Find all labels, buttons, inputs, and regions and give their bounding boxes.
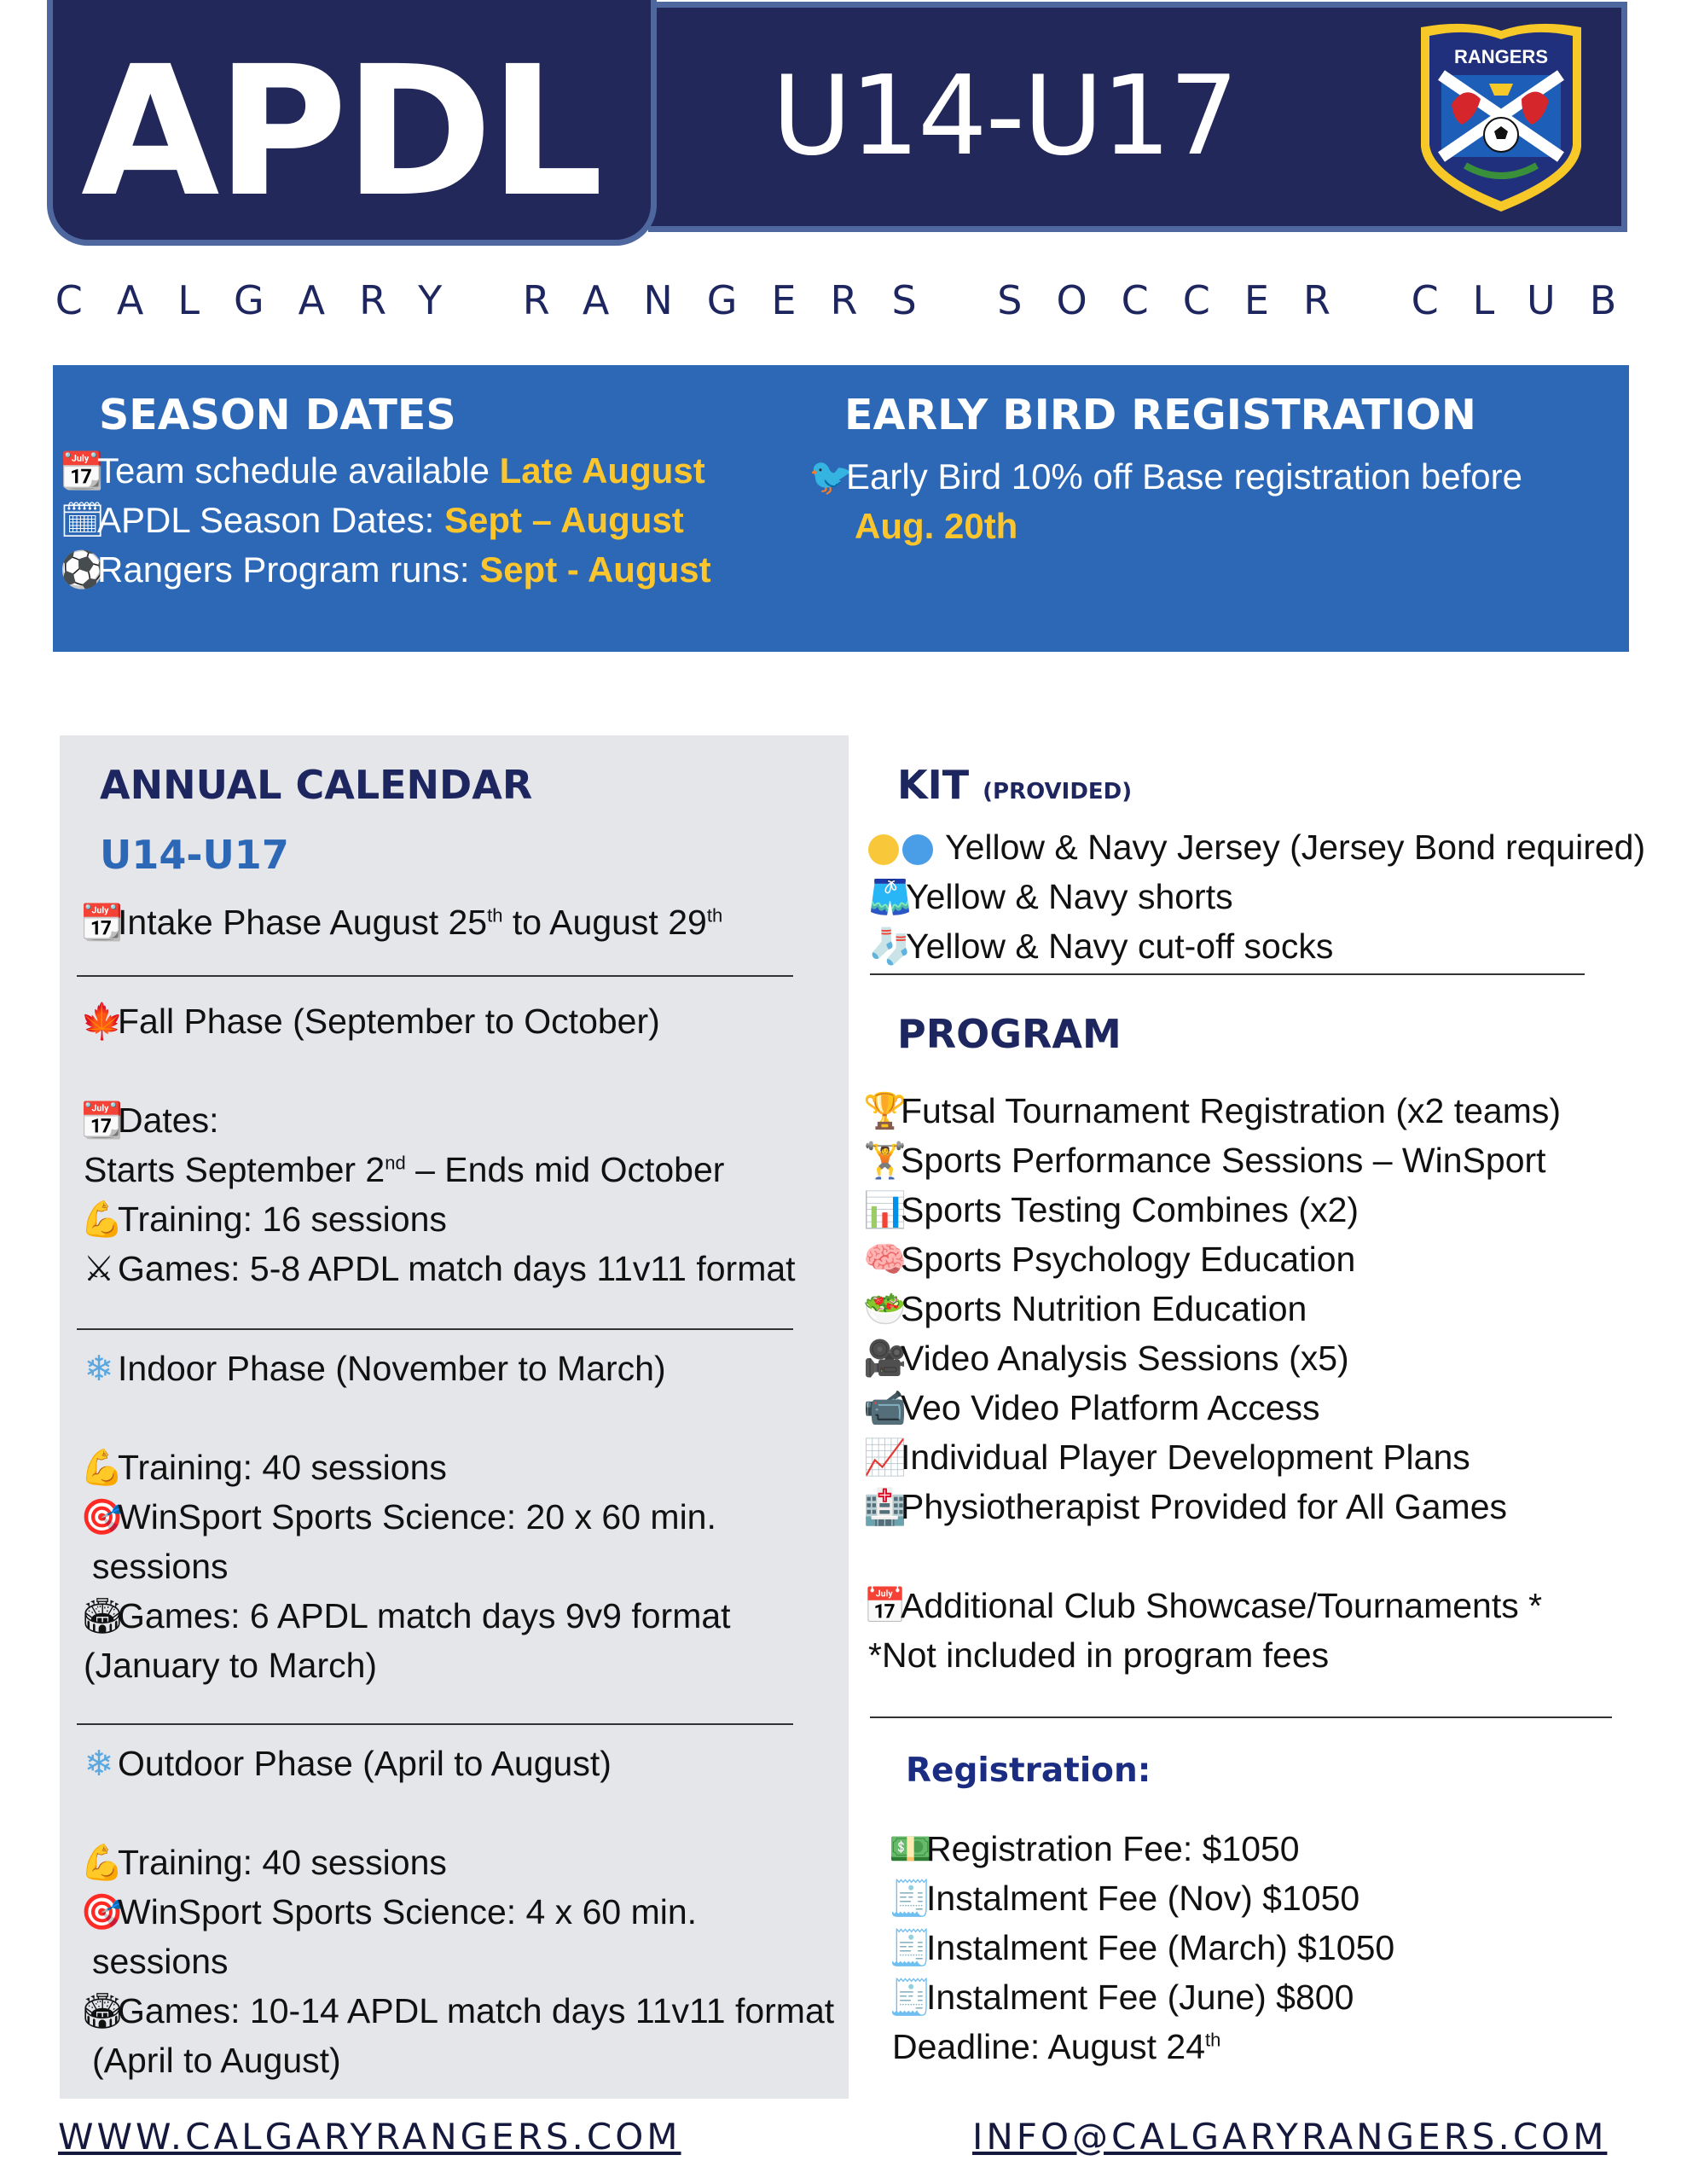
season-line: 🗓APDL Season Dates: Sept – August	[60, 496, 684, 545]
registration-heading: Registration:	[906, 1751, 1151, 1790]
flexed-biceps-icon: 💪	[80, 1447, 125, 1488]
receipt-icon: 🧾	[889, 1927, 933, 1968]
maple-leaf-icon: 🍁	[80, 1001, 125, 1042]
fall-dates-label: 📆Dates:	[80, 1095, 219, 1145]
outdoor-science-cont: sessions	[92, 1942, 229, 1981]
kit-heading: KIT (PROVIDED)	[897, 762, 1133, 808]
program-item: 🏋Sports Performance Sessions – WinSport	[863, 1136, 1546, 1185]
age-group-title: U14-U17	[772, 53, 1238, 180]
registration-deadline: Deadline: August 24th	[892, 2027, 1221, 2066]
kit-subheading: (PROVIDED)	[983, 779, 1133, 804]
website-link[interactable]: WWW.CALGARYRANGERS.COM	[58, 2116, 681, 2158]
intake-phase-line: 📆Intake Phase August 25th to August 29th	[80, 897, 722, 947]
divider	[77, 975, 793, 977]
yellow-navy-circles-icon	[868, 822, 945, 872]
annual-calendar-heading: ANNUAL CALENDAR	[100, 762, 533, 808]
movie-camera-icon: 🎥	[863, 1338, 907, 1379]
flexed-biceps-icon: 💪	[80, 1199, 125, 1240]
calendar-age-heading: U14-U17	[100, 832, 289, 878]
kit-item: 🩳Yellow & Navy shorts	[868, 872, 1233, 921]
indoor-phase-title: ❄ Indoor Phase (November to March)	[80, 1344, 666, 1393]
program-note: *Not included in program fees	[868, 1635, 1330, 1675]
indoor-training: 💪Training: 40 sessions	[80, 1443, 447, 1492]
snowflake-icon: ❄	[84, 1743, 114, 1784]
bird-icon: 🐦	[809, 456, 854, 497]
divider	[77, 1723, 793, 1725]
socks-icon: 🧦	[868, 926, 913, 967]
fee-item: 🧾Instalment Fee (March) $1050	[889, 1923, 1394, 1972]
kit-item: 🧦Yellow & Navy cut-off socks	[868, 921, 1333, 971]
trophy-icon: 🏆	[863, 1090, 907, 1131]
rangers-crest-logo	[1416, 19, 1586, 213]
program-item: 📹Veo Video Platform Access	[863, 1383, 1320, 1432]
outdoor-games: 🏟Games: 10-14 APDL match days 11v11 format	[80, 1986, 834, 2036]
stadium-icon: 🏟	[80, 1595, 125, 1636]
outdoor-games-cont: (April to August)	[92, 2041, 341, 2080]
calendar-icon: 📅	[863, 1585, 907, 1626]
league-title: APDL	[81, 27, 600, 236]
receipt-icon: 🧾	[889, 1977, 933, 2018]
program-item: 🏆Futsal Tournament Registration (x2 teams)	[863, 1086, 1561, 1136]
outdoor-training: 💪Training: 40 sessions	[80, 1838, 447, 1887]
crossed-swords-icon: ⚔	[83, 1248, 115, 1289]
program-item: 🥗Sports Nutrition Education	[863, 1284, 1307, 1333]
outdoor-science: 🎯WinSport Sports Science: 4 x 60 min.	[80, 1887, 697, 1937]
fee-item: 🧾Instalment Fee (Nov) $1050	[889, 1873, 1359, 1923]
hospital-icon: 🏥	[863, 1486, 907, 1527]
indoor-games: 🏟Games: 6 APDL match days 9v9 format	[80, 1591, 731, 1641]
program-additional: 📅Additional Club Showcase/Tournaments *	[863, 1581, 1542, 1630]
indoor-games-cont: (January to March)	[84, 1646, 378, 1685]
money-icon: 💵	[889, 1828, 933, 1869]
soccer-ball-icon: ⚽	[60, 549, 105, 590]
fall-dates-text: Starts September 2nd – Ends mid October	[84, 1150, 725, 1189]
program-heading: PROGRAM	[897, 1011, 1122, 1057]
stadium-icon: 🏟	[80, 1990, 125, 2031]
early-bird-heading: EARLY BIRD REGISTRATION	[844, 391, 1476, 439]
divider	[870, 1716, 1612, 1718]
divider	[870, 973, 1585, 975]
program-item: 🧠Sports Psychology Education	[863, 1234, 1355, 1284]
flexed-biceps-icon: 💪	[80, 1842, 125, 1883]
club-name: CALGARY RANGERS SOCCER CLUB	[55, 277, 1651, 323]
shorts-icon: 🩳	[868, 876, 913, 917]
fall-games: ⚔Games: 5-8 APDL match days 11v11 format	[80, 1244, 796, 1293]
season-line: 📆Team schedule available Late August	[60, 446, 705, 496]
kit-item: Yellow & Navy Jersey (Jersey Bond required)	[868, 822, 1645, 872]
target-icon: 🎯	[80, 1891, 125, 1932]
indoor-science: 🎯WinSport Sports Science: 20 x 60 min.	[80, 1492, 716, 1542]
brain-icon: 🧠	[863, 1239, 907, 1280]
fee-item: 💵Registration Fee: $1050	[889, 1824, 1300, 1873]
program-item: 📊Sports Testing Combines (x2)	[863, 1185, 1359, 1234]
fee-item: 🧾Instalment Fee (June) $800	[889, 1972, 1354, 2022]
program-item: 🏥Physiotherapist Provided for All Games	[863, 1482, 1507, 1531]
receipt-icon: 🧾	[889, 1878, 933, 1919]
target-icon: 🎯	[80, 1496, 125, 1537]
indoor-science-cont: sessions	[92, 1547, 229, 1586]
program-item: 📈Individual Player Development Plans	[863, 1432, 1470, 1482]
calendar-icon: 📆	[80, 1100, 125, 1141]
divider	[77, 1328, 793, 1330]
outdoor-phase-title: ❄ Outdoor Phase (April to August)	[80, 1739, 612, 1788]
email-link[interactable]: INFO@CALGARYRANGERS.COM	[972, 2116, 1608, 2158]
early-bird-line: 🐦Early Bird 10% off Base registration before	[809, 452, 1522, 502]
snowflake-icon: ❄	[84, 1348, 114, 1389]
fall-training: 💪Training: 16 sessions	[80, 1194, 447, 1244]
early-bird-deadline: Aug. 20th	[855, 506, 1018, 546]
video-camera-icon: 📹	[863, 1387, 907, 1428]
fall-phase-title: 🍁Fall Phase (September to October)	[80, 996, 660, 1046]
calendar-icon: 📆	[60, 450, 105, 491]
bar-chart-icon: 📊	[863, 1189, 907, 1230]
crest-text: RANGERS	[1453, 46, 1549, 67]
salad-icon: 🥗	[863, 1288, 907, 1329]
trend-chart-icon: 📈	[863, 1437, 907, 1478]
program-item: 🎥Video Analysis Sessions (x5)	[863, 1333, 1349, 1383]
season-dates-heading: SEASON DATES	[99, 391, 456, 439]
calendar-icon: 🗓	[60, 499, 106, 541]
weightlifter-icon: 🏋	[863, 1140, 907, 1181]
season-line: ⚽Rangers Program runs: Sept - August	[60, 545, 711, 595]
calendar-icon: 📆	[80, 902, 125, 943]
